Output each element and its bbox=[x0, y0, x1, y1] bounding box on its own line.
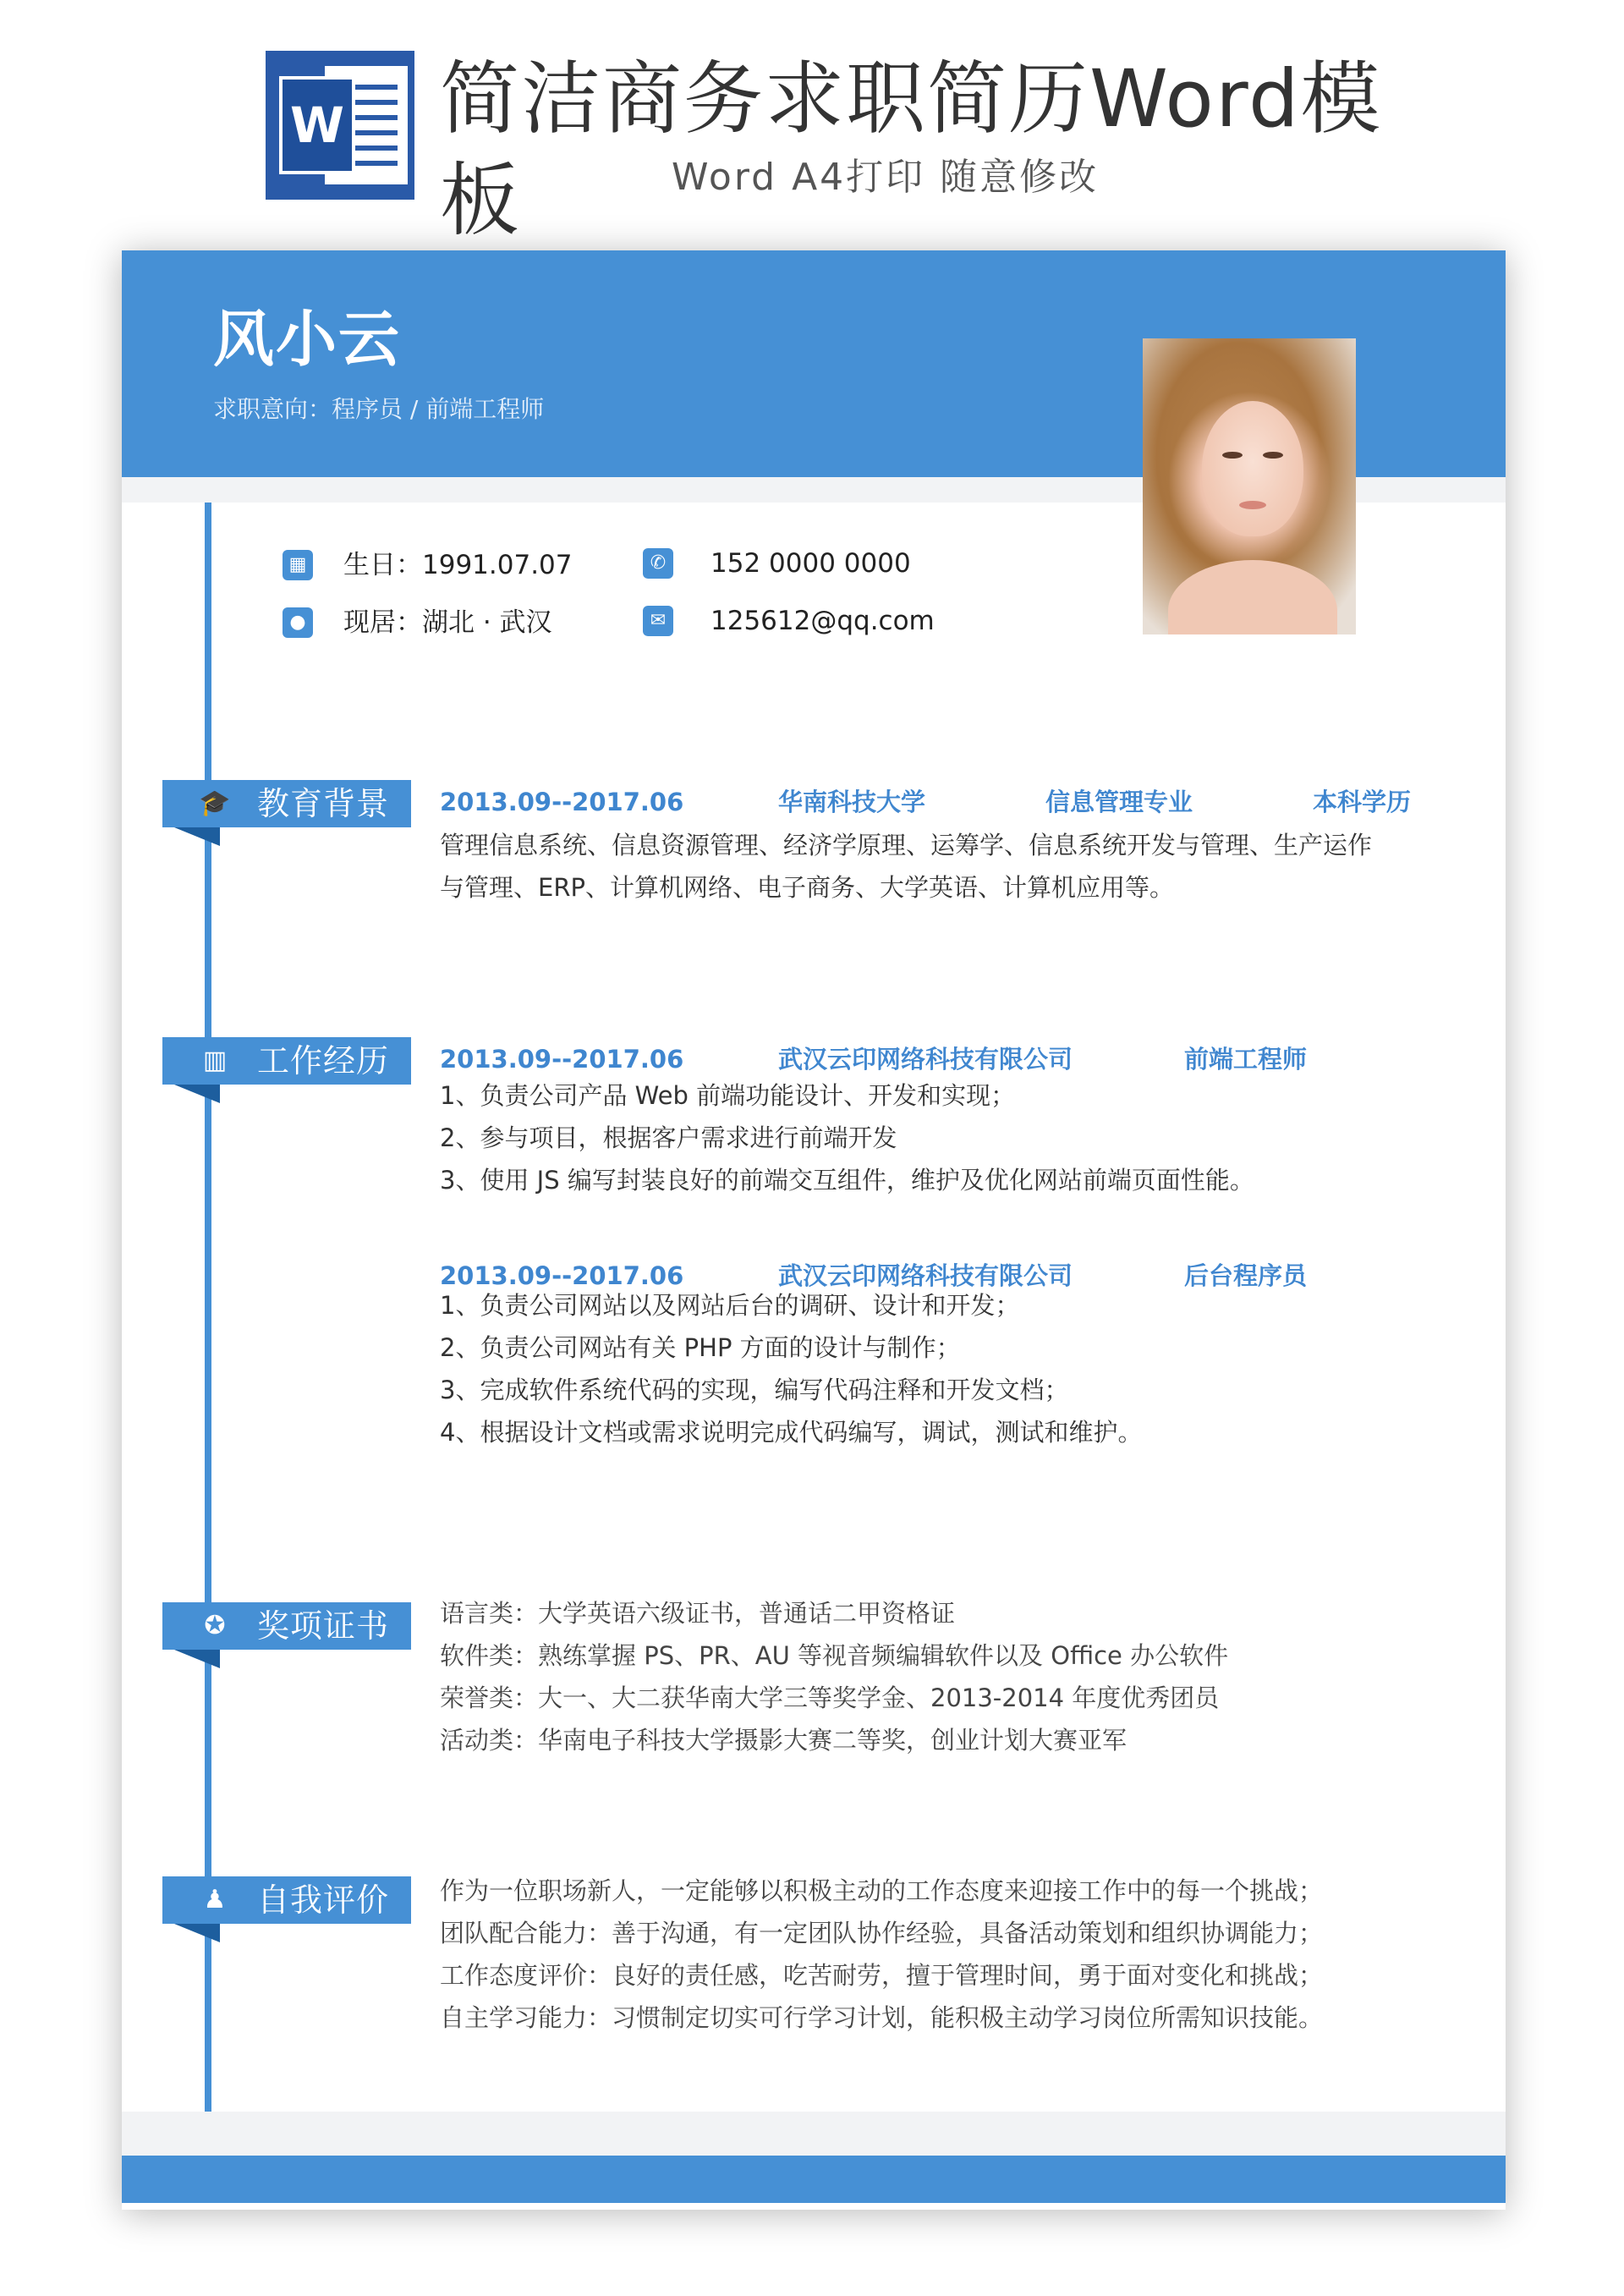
section-tab-work bbox=[162, 1037, 411, 1085]
photo-face bbox=[1202, 401, 1303, 536]
section-title: 教育背景 bbox=[257, 785, 390, 822]
education-major: 信息管理专业 bbox=[1045, 788, 1193, 816]
phone-icon: ✆ bbox=[643, 548, 673, 579]
award-line: 荣誉类：大一、大二获华南大学三等奖学金、2013-2014 年度优秀团员 bbox=[440, 1684, 1220, 1712]
medal-icon: ✪ bbox=[204, 1611, 226, 1640]
education-school: 华南科技大学 bbox=[778, 788, 926, 816]
section-tab-self bbox=[162, 1876, 411, 1924]
word-logo-letter: W bbox=[279, 76, 355, 174]
education-degree: 本科学历 bbox=[1313, 788, 1412, 816]
job-company: 武汉云印网络科技有限公司 bbox=[778, 1045, 1073, 1074]
page-title: 简洁商务求职简历Word模板 bbox=[440, 53, 1382, 247]
self-line: 团队配合能力：善于沟通，有一定团队协作经验，具备活动策划和组织协调能力； bbox=[440, 1919, 1324, 1947]
job-duty: 1、负责公司网站以及网站后台的调研、设计和开发； bbox=[440, 1291, 1020, 1320]
job-company: 武汉云印网络科技有限公司 bbox=[778, 1261, 1073, 1290]
award-line: 活动类：华南电子科技大学摄影大赛二等奖，创业计划大赛亚军 bbox=[440, 1726, 1127, 1755]
job-duty: 4、根据设计文档或需求说明完成代码编写，调试，测试和维护。 bbox=[440, 1418, 1143, 1447]
job-duty: 2、参与项目，根据客户需求进行前端开发 bbox=[440, 1123, 897, 1152]
bar-chart-icon: ▥ bbox=[202, 1046, 228, 1075]
candidate-name: 风小云 bbox=[213, 304, 402, 375]
profile-photo bbox=[1143, 338, 1356, 634]
self-line: 自主学习能力：习惯制定切实可行学习计划，能积极主动学习岗位所需知识技能。 bbox=[440, 2003, 1324, 2032]
award-line: 语言类：大学英语六级证书，普通话二甲资格证 bbox=[440, 1599, 956, 1628]
education-period: 2013.09--2017.06 bbox=[440, 788, 684, 816]
footer-band bbox=[122, 2156, 1506, 2203]
job-role: 前端工程师 bbox=[1184, 1045, 1308, 1074]
resume-sheet bbox=[122, 250, 1506, 2210]
calendar-icon: ▦ bbox=[283, 550, 313, 580]
location-icon: ● bbox=[283, 607, 313, 638]
graduation-cap-icon: 🎓 bbox=[199, 788, 231, 818]
job-duty: 3、使用 JS 编写封装良好的前端交互组件，维护及优化网站前端页面性能。 bbox=[440, 1166, 1254, 1195]
photo-shoulder bbox=[1168, 560, 1337, 634]
education-courses: 管理信息系统、信息资源管理、经济学原理、运筹学、信息系统开发与管理、生产运作与管理、ERP、计算机网络、电子商务、大学英语、计算机应用等。 bbox=[440, 831, 1373, 902]
page-subtitle: Word A4打印 随意修改 bbox=[672, 156, 1100, 199]
section-title: 工作经历 bbox=[257, 1042, 390, 1079]
location-text: 现居：湖北 · 武汉 bbox=[343, 607, 552, 638]
footer-divider bbox=[122, 2112, 1506, 2156]
word-logo-icon bbox=[266, 51, 414, 200]
job-duty: 1、负责公司产品 Web 前端功能设计、开发和实现； bbox=[440, 1081, 1016, 1110]
self-line: 工作态度评价：良好的责任感，吃苦耐劳，擅于管理时间，勇于面对变化和挑战； bbox=[440, 1961, 1324, 1990]
email-text: 125612@qq.com bbox=[710, 606, 935, 636]
job-intent: 求职意向：程序员 / 前端工程师 bbox=[213, 395, 545, 423]
birthday-text: 生日：1991.07.07 bbox=[343, 550, 573, 580]
section-tab-education bbox=[162, 780, 411, 827]
phone-text: 152 0000 0000 bbox=[710, 548, 911, 579]
job-period: 2013.09--2017.06 bbox=[440, 1045, 684, 1074]
section-tab-awards bbox=[162, 1602, 411, 1650]
self-line: 作为一位职场新人，一定能够以积极主动的工作态度来迎接工作中的每一个挑战； bbox=[440, 1876, 1324, 1905]
person-icon: ♟ bbox=[203, 1885, 227, 1914]
mail-icon: ✉ bbox=[643, 606, 673, 636]
job-duty: 2、负责公司网站有关 PHP 方面的设计与制作； bbox=[440, 1333, 961, 1362]
job-duty: 3、完成软件系统代码的实现，编写代码注释和开发文档； bbox=[440, 1376, 1069, 1404]
section-title: 自我评价 bbox=[257, 1881, 390, 1919]
job-role: 后台程序员 bbox=[1184, 1261, 1308, 1290]
award-line: 软件类：熟练掌握 PS、PR、AU 等视音频编辑软件以及 Office 办公软件 bbox=[440, 1641, 1229, 1670]
job-period: 2013.09--2017.06 bbox=[440, 1261, 684, 1290]
section-title: 奖项证书 bbox=[257, 1607, 390, 1645]
